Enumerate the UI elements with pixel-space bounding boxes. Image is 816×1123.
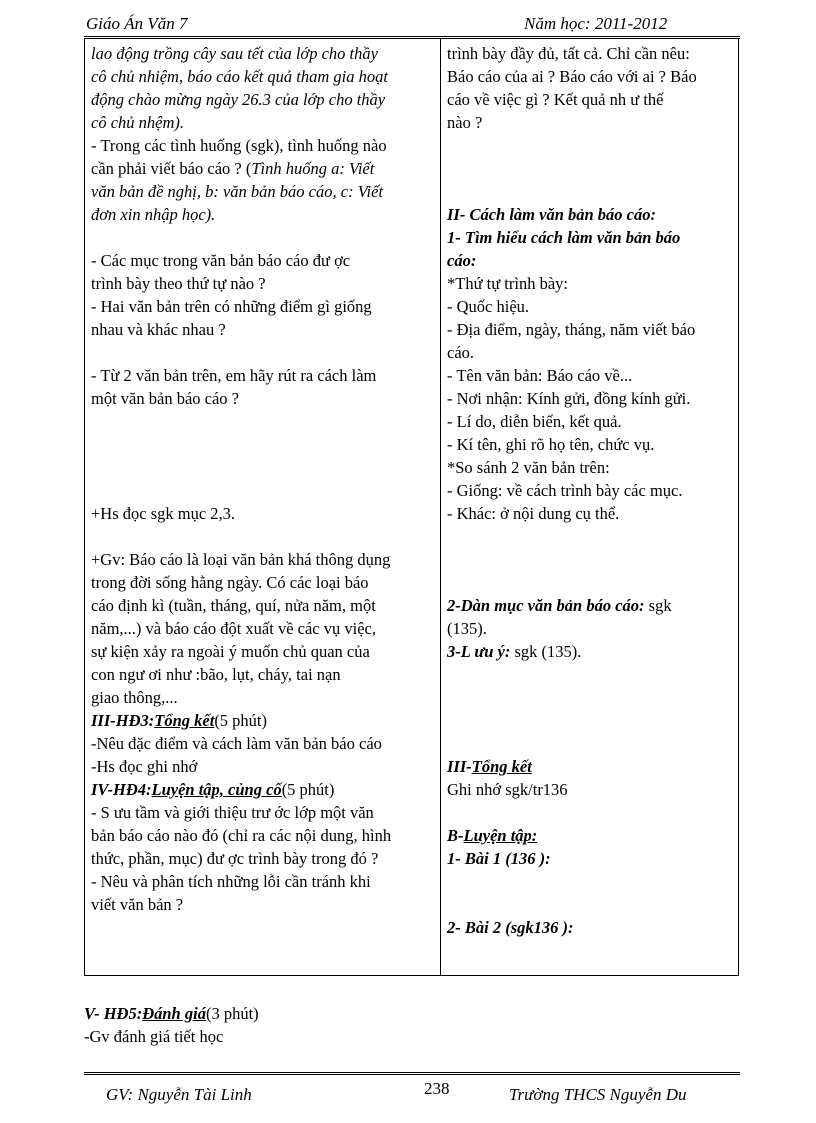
left-line: năm,...) và báo cáo đột xuất về các vụ việc, [91,619,376,638]
subheading-part: 3-L ưu ý: [447,642,511,661]
left-line: nhau và khác nhau ? [91,320,226,339]
left-line: -Hs đọc ghi nhớ [91,757,198,776]
left-line-part: cần phải viết báo cáo ? ( [91,159,252,178]
heading-part: V- HĐ5: [84,1004,143,1023]
subheading [447,598,672,615]
subheading [447,644,581,661]
subheading: cáo: [447,251,477,270]
right-line: - Kí tên, ghi rõ họ tên, chức vụ. [447,435,655,454]
subheading-part: sgk (135). [510,642,582,661]
left-line: - S ưu tầm và giới thiệu trư ớc lớp một văn [91,803,374,822]
footer-teacher: GV: Nguyễn Tài Linh [106,1085,252,1104]
subheading-part: sgk [644,596,672,615]
right-line: - Nơi nhận: Kính gửi, đồng kính gửi. [447,389,691,408]
right-line: *Thứ tự trình bày: [447,274,568,293]
left-line: thức, phần, mục) đư ợc trình bày trong đó ? [91,849,379,868]
right-line: nào ? [447,113,483,132]
right-line: - Khác: ở nội dung cụ thể. [447,504,620,523]
left-line: - Nêu và phân tích những lỗi cần tránh khi [91,872,371,891]
right-line: - Lí do, diễn biến, kết quả. [447,412,622,431]
left-line: sự kiện xảy ra ngoài ý muốn chủ quan của [91,642,370,661]
right-line: Ghi nhớ sgk/tr136 [447,780,568,799]
footer-school: Trường THCS Nguyễn Du [509,1085,687,1104]
heading-part: (5 phút) [214,711,268,730]
section-heading-hd4 [91,782,334,799]
right-line: cáo. [447,343,475,362]
heading-part: IV-HĐ4: [91,780,152,799]
section-heading-hd3 [91,713,267,730]
closing-line: -Gv đánh giá tiết học [84,1027,224,1046]
column-divider [440,38,441,975]
left-line: trong đời sống hằng ngày. Có các loại báo [91,573,369,592]
left-line: trình bày theo thứ tự nào ? [91,274,266,293]
section-heading-hd5 [84,1006,259,1023]
left-line: động chào mừng ngày 26.3 của lớp cho thầy [91,90,386,109]
left-line: đơn xin nhập học). [91,205,216,224]
heading-part: (5 phút) [281,780,335,799]
left-line: cáo định kì (tuần, tháng, quí, nửa năm, một [91,596,376,615]
left-line: cô chủ nhệm). [91,113,185,132]
heading-part: Tổng kết [471,757,532,776]
heading-part: Đánh giá [142,1004,206,1023]
right-line: - Tên văn bản: Báo cáo về... [447,366,633,385]
right-line: - Giống: về cách trình bày các mục. [447,481,683,500]
subheading-part: 2-Dàn mục văn bản báo cáo: [447,596,645,615]
exercise-1: 1- Bài 1 (136 ): [447,849,551,868]
heading-part: Luyện tập, củng cố [151,780,282,799]
right-line: *So sánh 2 văn bản trên: [447,458,610,477]
right-line: - Địa điểm, ngày, tháng, năm viết báo [447,320,696,339]
left-line: giao thông,... [91,688,178,707]
left-line: - Các mục trong văn bản báo cáo đư ợc [91,251,351,270]
right-line: - Quốc hiệu. [447,297,530,316]
left-line: cô chủ nhiệm, báo cáo kết quả tham gia hoạt [91,67,388,86]
heading-part: III-HĐ3: [91,711,155,730]
left-line: lao động trồng cây sau tết của lớp cho thầy [91,44,378,63]
left-line: - Trong các tình huống (sgk), tình huống nào [91,136,387,155]
left-line: bản báo cáo nào đó (chỉ ra các nội dung, hình [91,826,392,845]
header-subject: Giáo Án Văn 7 [86,14,188,33]
page-number: 238 [424,1079,450,1098]
lesson-table [84,38,739,976]
left-line: viết văn bản ? [91,895,184,914]
right-line: cáo về việc gì ? Kết quả nh ư thế [447,90,664,109]
left-line: +Gv: Báo cáo là loại văn bản khá thông dụng [91,550,391,569]
left-line: - Từ 2 văn bản trên, em hãy rút ra cách làm [91,366,377,385]
left-line: một văn bản báo cáo ? [91,389,239,408]
left-line: +Hs đọc sgk mục 2,3. [91,504,236,523]
left-line-part: Tình huống a: Viết [251,159,375,178]
left-line: - Hai văn bản trên có những điểm gì giống [91,297,372,316]
left-line: con ngư ơi như :bão, lụt, cháy, tai nạn [91,665,341,684]
left-line: -Nêu đặc điểm và cách làm văn bản báo cáo [91,734,382,753]
subheading: 1- Tìm hiểu cách làm văn bản báo [447,228,681,247]
left-line: văn bản đề nghị, b: văn bản báo cáo, c: Viết [91,182,384,201]
section-heading-ii: II- Cách làm văn bản báo cáo: [447,205,657,224]
right-line: (135). [447,619,487,638]
heading-part: Tổng kết [154,711,215,730]
header-school-year: Năm học: 2011-2012 [524,14,668,33]
heading-part: (3 phút) [205,1004,259,1023]
page-footer [84,1072,740,1115]
heading-part: III- [447,757,472,776]
heading-part: B- [447,826,464,845]
exercise-2: 2- Bài 2 (sgk136 ): [447,918,574,937]
left-line [91,161,374,178]
section-heading-b [447,828,537,845]
page-header [84,14,740,39]
section-heading-iii [447,759,532,776]
heading-part: Luyện tập: [463,826,538,845]
right-line: Báo cáo của ai ? Báo cáo với ai ? Báo [447,67,697,86]
right-line: trình bày đầy đủ, tất cả. Chỉ cần nêu: [447,44,690,63]
